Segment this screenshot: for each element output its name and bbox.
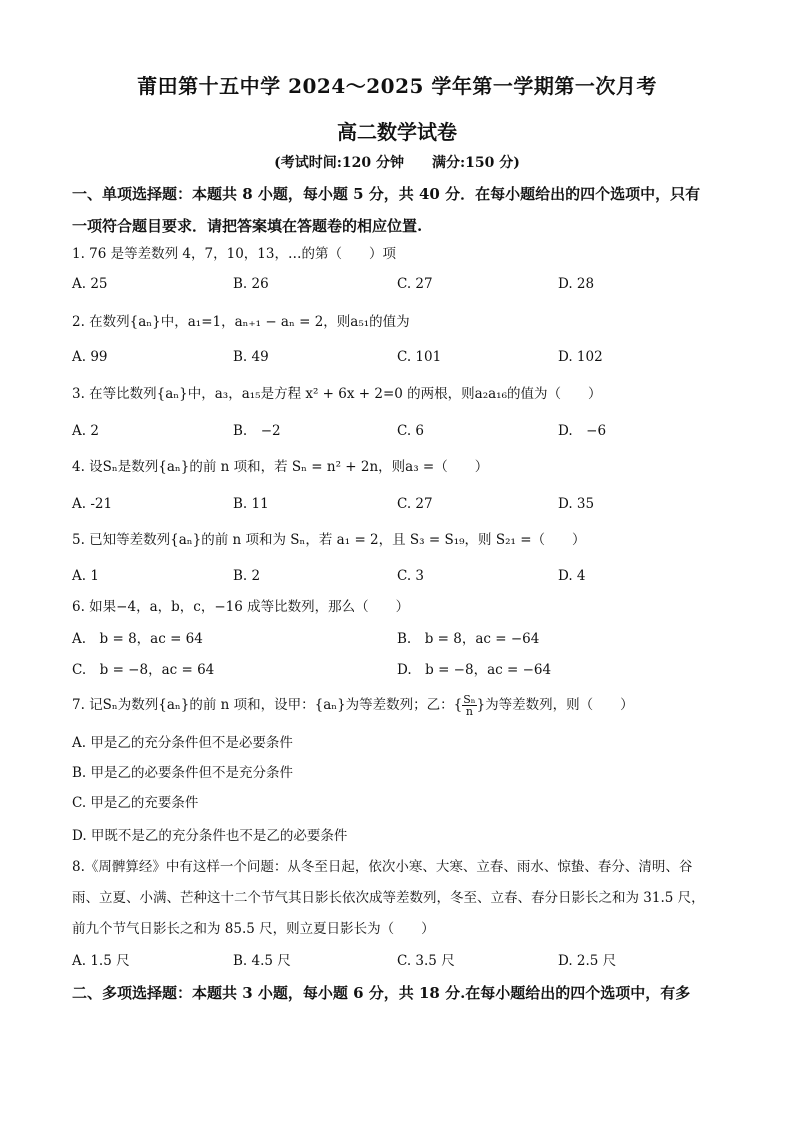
question-6-option-c: C. b = −8，ac = 64 bbox=[72, 662, 215, 678]
question-3-option-d: D. −6 bbox=[558, 423, 607, 439]
exam-title: 莆田第十五中学 2024～2025 学年第一学期第一次月考 bbox=[137, 74, 657, 98]
question-5-option-d: D. 4 bbox=[558, 568, 586, 584]
question-8-line3: 前九个节气日影长之和为 85.5 尺，则立夏日影长为（ ） bbox=[72, 921, 435, 937]
question-4-option-c: C. 27 bbox=[397, 496, 433, 512]
question-4-option-b: B. 11 bbox=[233, 496, 269, 512]
fraction-denominator: n bbox=[465, 705, 473, 718]
question-6-option-d: D. b = −8，ac = −64 bbox=[397, 662, 552, 678]
question-1-option-a: A. 25 bbox=[72, 276, 108, 292]
question-3-option-c: C. 6 bbox=[397, 423, 425, 439]
question-7-stem bbox=[72, 694, 722, 717]
question-2-option-b: B. 49 bbox=[233, 349, 269, 365]
question-7-option-b: B. 甲是乙的必要条件但不是充分条件 bbox=[72, 765, 294, 781]
question-5-option-c: C. 3 bbox=[397, 568, 425, 584]
question-1-stem: 1. 76 是等差数列 4，7，10，13，…的第（ ）项 bbox=[72, 246, 396, 262]
question-2-stem: 2. 在数列{aₙ}中，a₁=1，aₙ₊₁ − aₙ = 2，则a₅₁的值为 bbox=[72, 314, 410, 330]
question-8-option-a: A. 1.5 尺 bbox=[72, 953, 130, 969]
exam-subtitle: 高二数学试卷 bbox=[337, 120, 457, 144]
question-7-stem-pre: 7. 记Sₙ为数列{aₙ}的前 n 项和，设甲：{aₙ}为等差数列；乙：{ bbox=[72, 697, 463, 713]
question-6-option-a: A. b = 8，ac = 64 bbox=[72, 631, 203, 647]
question-5-option-b: B. 2 bbox=[233, 568, 261, 584]
question-1-option-d: D. 28 bbox=[558, 276, 595, 292]
question-6-stem: 6. 如果−4，a，b，c，−16 成等比数列，那么（ ） bbox=[72, 599, 410, 615]
section1-heading-line2: 一项符合题目要求．请把答案填在答题卷的相应位置. bbox=[72, 217, 423, 235]
question-4-option-a: A. -21 bbox=[72, 496, 113, 512]
fraction-numerator: Sₙ bbox=[463, 693, 476, 706]
question-3-stem: 3. 在等比数列{aₙ}中，a₃，a₁₅是方程 x² + 6x + 2=0 的两根，则a₂a₁₆的值为（ ） bbox=[72, 386, 602, 402]
question-4-option-d: D. 35 bbox=[558, 496, 595, 512]
question-8-option-b: B. 4.5 尺 bbox=[233, 953, 291, 969]
question-1-option-c: C. 27 bbox=[397, 276, 433, 292]
section2-heading-line1: 二、多项选择题：本题共 3 小题，每小题 6 分，共 18 分.在每小题给出的四个选项中，有多 bbox=[72, 984, 691, 1002]
question-8-line1: 8.《周髀算经》中有这样一个问题：从冬至日起，依次小寒、大寒、立春、雨水、惊蛰、春分、清明、谷 bbox=[72, 859, 693, 875]
question-8-option-d: D. 2.5 尺 bbox=[558, 953, 617, 969]
question-3-option-a: A. 2 bbox=[72, 423, 99, 439]
question-1-option-b: B. 26 bbox=[233, 276, 269, 292]
question-7-option-c: C. 甲是乙的充要条件 bbox=[72, 795, 199, 811]
fraction-sn-over-n bbox=[462, 694, 476, 717]
question-7-option-a: A. 甲是乙的充分条件但不是必要条件 bbox=[72, 735, 293, 751]
section1-heading-line1: 一、单项选择题：本题共 8 小题，每小题 5 分，共 40 分．在每小题给出的四个选项中，只有 bbox=[72, 185, 701, 203]
question-8-line2: 雨、立夏、小满、芒种这十二个节气其日影长依次成等差数列，冬至、立春、春分日影长之和为 31.5 尺， bbox=[72, 890, 705, 906]
question-5-option-a: A. 1 bbox=[72, 568, 99, 584]
question-8-option-c: C. 3.5 尺 bbox=[397, 953, 455, 969]
question-6-option-b: B. b = 8，ac = −64 bbox=[397, 631, 540, 647]
question-5-stem: 5. 已知等差数列{aₙ}的前 n 项和为 Sₙ，若 a₁ = 2，且 S₃ = S₁₉，则 S₂₁ =（ ） bbox=[72, 532, 586, 548]
question-7-option-d: D. 甲既不是乙的充分条件也不是乙的必要条件 bbox=[72, 828, 348, 844]
question-2-option-c: C. 101 bbox=[397, 349, 442, 365]
question-7-stem-post: }为等差数列，则（ ） bbox=[476, 697, 634, 713]
exam-info: (考试时间:120 分钟 满分:150 分) bbox=[274, 155, 520, 171]
question-3-option-b: B. −2 bbox=[233, 423, 281, 439]
question-4-stem: 4. 设Sₙ是数列{aₙ}的前 n 项和，若 Sₙ = n² + 2n，则a₃ =（ ） bbox=[72, 459, 489, 475]
question-2-option-a: A. 99 bbox=[72, 349, 108, 365]
question-2-option-d: D. 102 bbox=[558, 349, 603, 365]
